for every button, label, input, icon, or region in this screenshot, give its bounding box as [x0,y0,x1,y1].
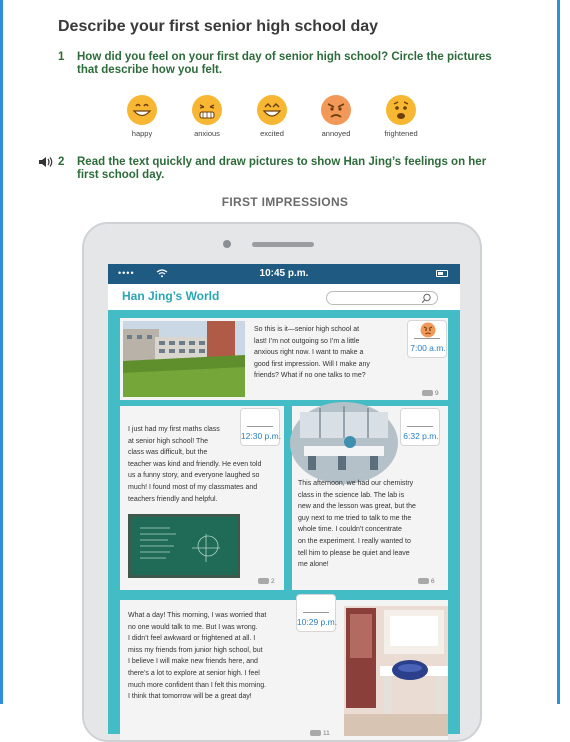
post-line: teachers friendly and helpful. [128,495,218,503]
blackboard-photo [128,514,240,578]
question-1-number: 1 [58,51,65,63]
post-time-stamp [400,408,440,446]
post-time: 6:32 p.m. [403,431,439,441]
post-line: guy next to me tried to talk to me the [298,514,412,522]
bedroom-photo [344,606,448,736]
post-line: I just had my first maths class [128,426,220,433]
anxious-face-icon [191,94,223,126]
post-time: 10:29 p.m. [296,617,338,627]
post-line: miss my friends from junior high school, but [128,646,263,654]
annoyed-face-icon [420,322,436,338]
post-line: me alone! [298,561,329,569]
question-2-text: Read the text quickly and draw pictures to show Han Jing’s feelings on her first school day. [77,156,487,181]
post-line: I didn’t feel awkward or frightened at all. I [128,635,256,643]
post-card [120,318,448,400]
post-line: class was difficult, but the [128,449,208,457]
camera-icon [223,240,231,248]
face-anxious[interactable] [179,94,235,138]
post-line: much! I found most of my classmates and [128,483,258,491]
face-label: frightened [384,129,418,138]
post-line: tell him to please be quiet and leave [298,549,410,557]
question-2-number: 2 [58,156,65,168]
comment-icon [258,578,269,584]
science-lab-photo [290,402,398,484]
post-text [298,478,446,571]
post-line: no one would talk to me. But I was wrong. [128,623,258,631]
comment-icon [422,390,433,396]
post-time: 7:00 a.m. [410,343,446,353]
post-line: new and the lesson was great, but the [298,503,416,511]
annoyed-face-icon [320,94,352,126]
post-line: at senior high school! The [128,437,209,445]
question-1 [58,51,507,77]
post-line: anxious right now. I want to make a [254,349,364,357]
battery-icon [436,270,448,277]
post-card [292,406,448,590]
post-card [120,600,448,740]
frightened-face-icon [385,94,417,126]
face-label: annoyed [321,129,351,138]
post-line: class in the science lab. The lab is [298,491,405,499]
post-line: last! I’m not outgoing so I’m a little [254,337,360,345]
comment-count[interactable]: 9 [422,390,439,397]
page-title: Describe your first senior high school day [58,18,379,35]
comment-count[interactable]: 11 [310,730,330,737]
speaker-icon[interactable] [38,156,54,168]
post-line: there’s a lot to explore at senior high. I feel [128,669,260,677]
post-line: I believe I will make new friends here, and [128,658,258,666]
post-line: This afternoon, we had our chemistry [298,480,414,487]
post-line: So this is it—senior high school at [254,326,360,333]
section-title: FIRST IMPRESSIONS [221,195,349,209]
tablet-device [82,222,482,742]
search-input[interactable] [326,291,438,305]
drawing-line [407,426,433,427]
comment-count[interactable]: 2 [258,578,275,585]
school-building-photo [123,321,245,397]
drawing-line [303,612,329,613]
post-line: teacher was kind and friendly. He even told [128,460,262,468]
post-line: I think that tomorrow will be a great day! [128,693,252,701]
face-label: happy [131,129,153,138]
face-happy[interactable] [114,94,170,138]
post-line: good first impression. Will I make any [254,360,370,368]
question-2 [58,156,507,182]
excited-face-icon [256,94,288,126]
post-line: whole time. I couldn’t concentrate [298,526,402,534]
post-line: on the experiment. I really wanted to [298,537,411,545]
app-name: Han Jing’s World [122,289,220,303]
face-label: excited [260,129,284,138]
post-time-stamp [240,408,280,446]
post-text [128,610,300,703]
face-label: anxious [194,129,220,138]
drawing-line [247,426,273,427]
post-line: much more confident than I felt this morning. [128,681,267,689]
status-bar [108,264,460,284]
post-card [120,406,284,590]
drawing-line [414,338,440,339]
emotion-faces [120,94,430,144]
face-frightened[interactable] [373,94,429,138]
question-1-text: How did you feel on your first day of senior high school? Circle the pictures that describe how you felt. [77,51,492,76]
post-time-stamp [407,320,447,358]
post-line: friends? What if no one talks to me? [254,372,366,380]
comment-count[interactable]: 6 [418,578,435,585]
search-icon [421,293,432,304]
signal-dots: •••• [118,268,135,278]
post-time: 12:30 p.m. [240,431,282,441]
post-text [254,324,414,382]
grinning-face-icon [126,94,158,126]
post-time-stamp [296,594,336,632]
speaker-grille [252,242,314,247]
face-excited[interactable] [244,94,300,138]
post-line: What a day! This morning, I was worried that [128,612,267,619]
face-annoyed[interactable] [308,94,364,138]
post-line: us a funny story, and everyone laughed so [128,472,260,480]
comment-icon [310,730,321,736]
app-header [108,284,460,310]
tablet-screen [108,264,460,737]
status-time: 10:45 p.m. [259,268,309,279]
comment-icon [418,578,429,584]
